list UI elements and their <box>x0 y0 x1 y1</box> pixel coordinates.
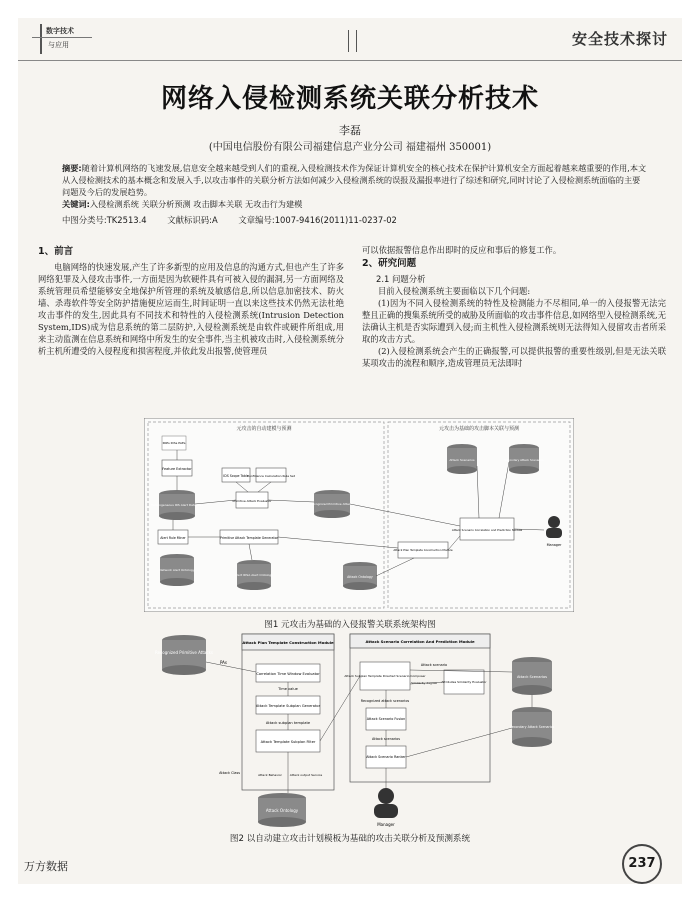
abstract-text: 随着计算机网络的飞速发展,信息安全越来越受到人们的重视,入侵检测技术作为保证计算机安全的核心技术在保护计算机安全方面起着越来越重要的作用,本文从入侵检测技术的基本概念和发展入手,以攻击事件的关联分析方法如何减少入侵检测系统的误报及漏报率进行了综述和研究,同时讨论了入侵检测系统面临的主要问题及今后的发展趋势。 <box>62 163 647 197</box>
attr-similarity-label: Attributes Similarity Evaluator <box>441 680 487 684</box>
attack-class-label: Attack Class <box>219 771 240 775</box>
subplan-gen-label: Attack Template Subplan Generator <box>255 704 321 708</box>
attack-behavior-label: Attack Behavior <box>258 773 282 777</box>
scenario-ranker-label: Attack Scenario Ranker <box>366 755 406 759</box>
attack-scenarios-flow-label: Attack scenarios <box>371 737 401 741</box>
right-module-title: Attack Scenario Correlation And Prediction Module <box>365 639 475 644</box>
network-ontology-label: Network Alert Ontology <box>159 568 195 572</box>
attack-scenarios-label: Attack Scenarios <box>449 458 475 462</box>
attack-ontology-label: Attack Ontology <box>265 808 299 813</box>
paragraph: 可以依据报警信息作出即时的反应和事后的修复工作。 <box>362 245 562 255</box>
ids-scope-label: IDS Scope Table <box>223 474 249 478</box>
correlation-label: Attack Scenario Correlation and Prediction Module <box>451 528 523 532</box>
attack-output-label: Attack output Service <box>289 773 323 777</box>
manager-icon <box>378 788 394 804</box>
directed-composer-label: Attack Subplan Template Directed Scenario Composer <box>344 674 426 678</box>
db-bottom <box>159 512 195 520</box>
figure-1 <box>144 418 574 616</box>
paragraph: (2)入侵检测系统会产生的正确报警,可以提供报警的重要性级别,但是无法关联某项攻击的流程和顺序,造成管理员无法即时 <box>362 346 666 368</box>
figure-1-diagram <box>144 418 574 612</box>
similarity-label: Similarity degree <box>411 681 437 685</box>
attack-scenarios-db-label: Attack Scenarios <box>516 675 548 679</box>
keywords-text: 入侵检测系统 关联分析预测 攻击脚本关联 无攻击行为建模 <box>89 199 303 209</box>
subsection-heading: 2.1 问题分析 <box>376 274 426 284</box>
page-number: 237 <box>622 844 662 884</box>
article-number: 文章编号:1007-9416(2011)11-0237-02 <box>238 215 397 225</box>
scenario-fusion-label: Attack Scenario Fusion <box>366 717 406 721</box>
abstract-label: 摘要: <box>62 163 82 173</box>
section-heading: 1、前言 <box>38 246 74 257</box>
time-value-label: Time value <box>278 687 298 691</box>
pas-label: PAs <box>220 660 227 665</box>
recognized-scenarios-label: Recognized attack scenarios <box>360 699 410 703</box>
article-meta <box>62 214 648 226</box>
alert-rule-miner-label: Alert Rule Miner <box>160 536 186 540</box>
right-column <box>362 244 666 369</box>
article-author: 李磊 <box>339 124 361 137</box>
attack-scenario-label: Attack scenario <box>420 663 448 667</box>
template-gen-label: Primitive Attack Template Generator <box>220 536 278 540</box>
header-divider <box>356 30 357 52</box>
figure-2-caption: 图2 以自动建立攻击计划模板为基础的攻击关联分析及预测系统 <box>229 834 471 844</box>
panel-right-title: 元攻击为基础的攻击脚本关联与预测 <box>438 426 520 432</box>
subplan-filter-label: Attack Template Subplan Filter <box>260 740 316 744</box>
figure-2 <box>144 632 564 832</box>
mini-label: PAEs IDSs PAEs <box>162 441 186 445</box>
secondary-db-label: Secondary Attack Scenarios <box>509 725 555 729</box>
confidence-label: Confidence Calculation Rule Set <box>247 474 295 478</box>
logo-line2: 与应用 <box>48 41 69 49</box>
subplan-template-label: Attack subplan template <box>265 721 311 725</box>
paragraph: 目前入侵检测系统主要面临以下几个问题: <box>378 286 531 296</box>
keywords-label: 关键词: <box>62 199 90 209</box>
journal-logo <box>28 24 106 56</box>
attack-ontology-label: Attack Ontology <box>347 575 373 579</box>
paragraph: (1)因为不同入侵检测系统的特性及检测能力不尽相同,单一的入侵报警无法完整且正确的搜集系统所受的威胁及所面临的攻击事件信息,如网络型入侵检测系统,无法确认主机是否实际遭到入侵;而主机性入侵检测系统则无法得知入侵留攻击者所采取的攻击方式。 <box>362 298 666 344</box>
header-rule <box>18 60 682 61</box>
left-module-title: Attack Plan Template Construction Module <box>242 640 334 645</box>
alert-ids-ontology-label: Alert IDSA Alert Ontology <box>235 573 273 577</box>
section-heading: 2、研究问题 <box>362 258 417 269</box>
page-header <box>18 18 682 60</box>
corr-time-label: Correlation Time Window Evaluator <box>256 672 320 676</box>
recognized-label: Recognized Primitive Attacks <box>154 650 214 655</box>
article-title: 网络入侵检测系统关联分析技术 <box>160 84 539 114</box>
left-column <box>38 244 344 357</box>
recognized-attacks-label: Recognized Primitive Attacks <box>310 502 354 506</box>
manager-label: Manager <box>546 543 562 547</box>
feature-extractor-label: Feature Extractor <box>162 467 192 471</box>
panel-left-title: 元攻击的自动建模与预测 <box>236 426 292 432</box>
abstract <box>62 162 648 210</box>
hetero-db-label: Heterogeneous IDS Alert Database <box>150 503 204 507</box>
logo-line1: 数字技术 <box>46 26 74 35</box>
primitive-eval-label: Primitive Attack Evaluator <box>232 499 272 503</box>
secondary-scenarios-label: Secondary Attack Scenarios <box>504 458 544 462</box>
figure-1-caption: 图1 元攻击为基础的入侵报警关联系统架构图 <box>264 620 436 630</box>
article-affiliation: (中国电信股份有限公司福建信息产业分公司 福建福州 350001) <box>208 142 492 153</box>
plan-template-label: Attack Plan Template Construction Module <box>393 548 453 552</box>
manager-label: Manager <box>377 822 395 827</box>
paragraph: 电脑网络的快速发展,产生了许多新型的应用及信息的沟通方式,但也产生了许多网络犯罪及入侵攻击事件,一方面是因为软硬件具有可被入侵的漏洞,另一方面网络及系统管理员希望能够安全地保护所管理的系统及敏感信息,所以信息加密技术、防火墙、杀毒软件等安全防护措施便应运而生,时间证明一直以来这些技术仍然无法杜绝攻击事件的发生,因此具有不同技术和特性的入侵检测系统(Intrusion Detection System,IDS)成为信息系统的第二层防护,入侵检测系统是由软件或硬件所组成,用来主动监测在信息系统和网络中所发生的安全事件,当主机被攻击时,入侵检测系统分析主机所遭受的入侵程度和损害程度,并依此发出报警,使管理员 <box>38 262 344 356</box>
manager-icon <box>548 516 560 528</box>
source-watermark: 万方数据 <box>24 860 68 873</box>
section-title: 安全技术探讨 <box>571 30 668 48</box>
doc-code: 文献标识码:A <box>167 215 218 225</box>
clc-number: 中图分类号:TK2513.4 <box>62 215 147 225</box>
figure-2-diagram <box>144 632 564 828</box>
journal-page <box>18 18 682 884</box>
header-divider <box>348 30 349 52</box>
